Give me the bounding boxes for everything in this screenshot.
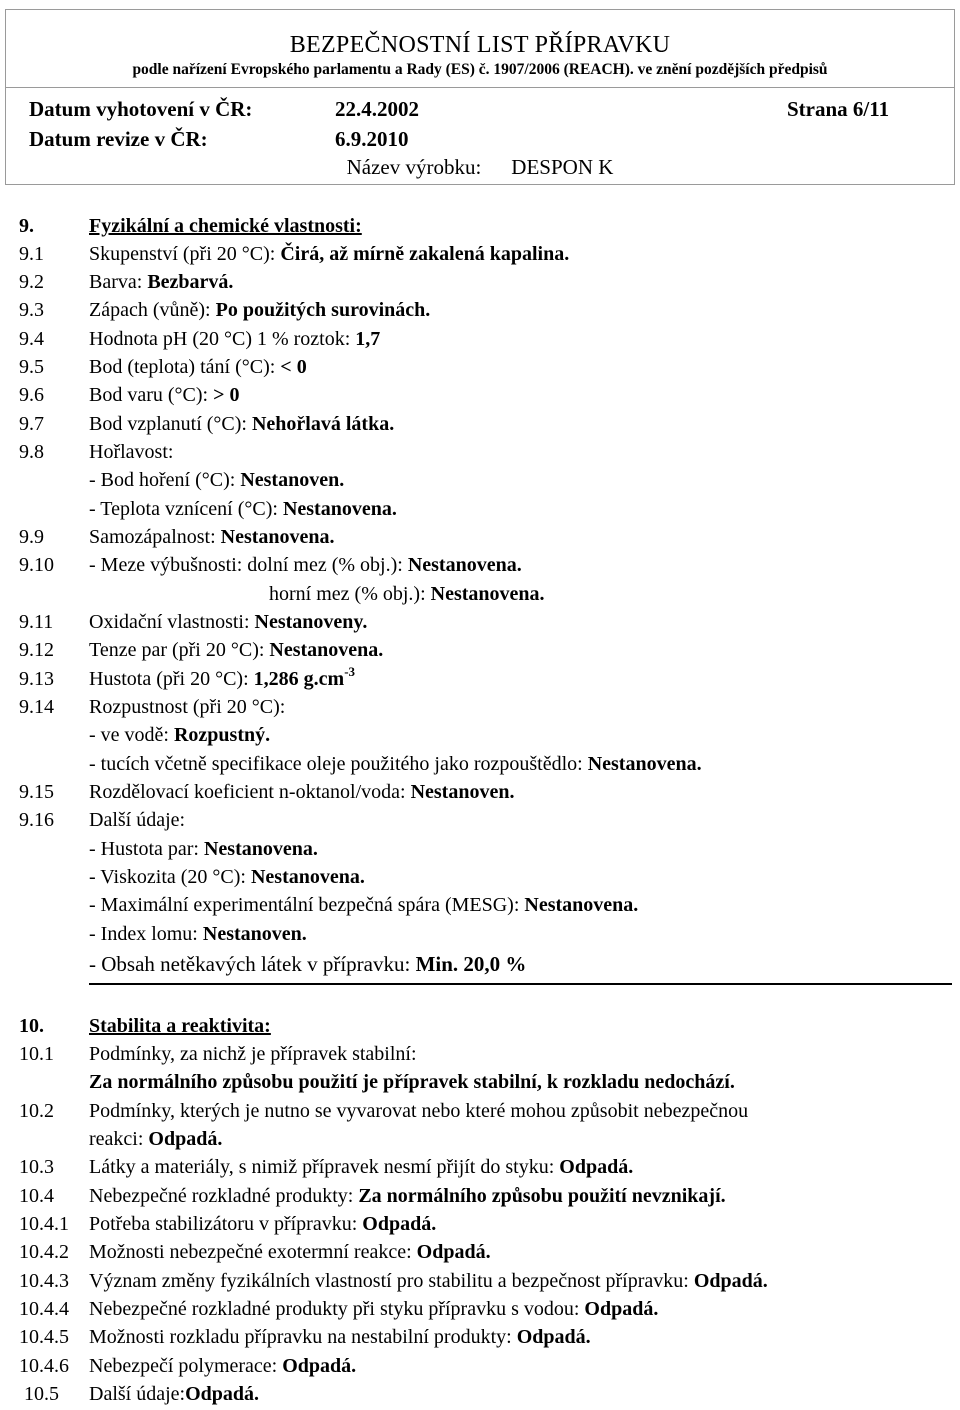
- item-value: Nestanovena.: [430, 583, 545, 605]
- item-number: 10.4: [19, 1185, 54, 1207]
- item-number: 9.2: [19, 271, 44, 293]
- property-row: [0, 240, 960, 268]
- section-title: Stabilita a reaktivita:: [89, 1015, 271, 1037]
- item-number: 10.4.1: [19, 1213, 69, 1235]
- item-label: Nebezpečí polymerace:: [89, 1355, 283, 1377]
- item-label: Látky a materiály, s nimiž přípravek nesmí přijít do styku:: [89, 1156, 560, 1178]
- section-10-heading: [0, 1012, 960, 1040]
- item-number: 10.4.3: [19, 1270, 69, 1292]
- item-label: Podmínky, za nichž je přípravek stabilní:: [89, 1043, 417, 1065]
- item-label: Podmínky, kterých je nutno se vyvarovat nebo které mohou způsobit nebezpečnou: [89, 1100, 749, 1122]
- property-subrow: [0, 495, 960, 523]
- item-label: - ve vodě:: [89, 724, 174, 746]
- stability-row: [0, 1238, 960, 1266]
- item-value: Nestanovena.: [407, 554, 522, 576]
- item-value: > 0: [213, 384, 240, 406]
- property-row: [0, 636, 960, 664]
- item-value: Za normálního způsobu použití nevznikají.: [358, 1185, 726, 1207]
- item-value: Bezbarvá.: [147, 271, 234, 293]
- item-number: 9.1: [19, 243, 44, 265]
- item-label: horní mez (% obj.):: [269, 583, 431, 605]
- item-value: Odpadá.: [516, 1326, 591, 1348]
- item-label: Oxidační vlastnosti:: [89, 611, 255, 633]
- document-title: BEZPEČNOSTNÍ LIST PŘÍPRAVKU: [289, 32, 671, 58]
- item-label: reakci:: [89, 1128, 149, 1150]
- property-row: [0, 665, 960, 693]
- item-number: 9.13: [19, 668, 54, 690]
- item-label: Rozpustnost (při 20 °C):: [89, 696, 286, 718]
- item-number: 10.2: [19, 1100, 54, 1122]
- stability-row: [0, 1380, 960, 1408]
- item-number: 9.7: [19, 413, 44, 435]
- revised-date-value: 6.9.2010: [335, 127, 409, 151]
- item-number: 9.16: [19, 809, 54, 831]
- revised-date-label: Datum revize v ČR:: [29, 127, 208, 151]
- stability-row: [0, 1153, 960, 1181]
- item-value: Po použitých surovinách.: [215, 299, 431, 321]
- stability-row: [0, 1323, 960, 1351]
- item-value: 1,7: [355, 328, 381, 350]
- item-value: Odpadá.: [584, 1298, 659, 1320]
- property-row: [0, 268, 960, 296]
- item-label: - Viskozita (20 °C):: [89, 866, 251, 888]
- property-row: [0, 381, 960, 409]
- item-label: - Teplota vznícení (°C):: [89, 498, 283, 520]
- item-value: Nestanovena.: [269, 639, 384, 661]
- section-divider: [89, 983, 952, 985]
- item-value: Nestanovena.: [220, 526, 335, 548]
- created-date-value: 22.4.2002: [335, 97, 419, 121]
- item-label: Bod vzplanutí (°C):: [89, 413, 252, 435]
- item-value: < 0: [280, 356, 307, 378]
- stability-subrow: [0, 1125, 960, 1153]
- item-label: Samozápalnost:: [89, 526, 221, 548]
- item-label: Hustota (při 20 °C):: [89, 668, 254, 690]
- item-value: Nestanovena.: [524, 894, 639, 916]
- item-label: Bod varu (°C):: [89, 384, 214, 406]
- item-value: Odpadá.: [185, 1383, 260, 1405]
- item-label: - tucích včetně specifikace oleje použitého jako rozpouštědlo:: [89, 753, 588, 775]
- item-label: Nebezpečné rozkladné produkty:: [89, 1185, 359, 1207]
- item-label: Hořlavost:: [89, 441, 174, 463]
- stability-row: [0, 1352, 960, 1380]
- property-row: [0, 325, 960, 353]
- section-number: 10.: [19, 1015, 44, 1037]
- page-number: Strana 6/11: [787, 97, 890, 121]
- item-label: Nebezpečné rozkladné produkty při styku přípravku s vodou:: [89, 1298, 585, 1320]
- item-value: Nestanovena.: [587, 753, 702, 775]
- item-label: - Meze výbušnosti: dolní mez (% obj.):: [89, 554, 408, 576]
- item-label: - Maximální experimentální bezpečná spára (MESG):: [89, 894, 525, 916]
- item-number: 9.9: [19, 526, 44, 548]
- property-row: [0, 296, 960, 324]
- item-number: 9.15: [19, 781, 54, 803]
- property-subrow: [0, 466, 960, 494]
- item-value: Za normálního způsobu použití je přípravek stabilní, k rozkladu nedochází.: [89, 1071, 735, 1093]
- item-label: Možnosti nebezpečné exotermní reakce:: [89, 1241, 417, 1263]
- item-number: 10.3: [19, 1156, 54, 1178]
- item-number: 9.14: [19, 696, 54, 718]
- item-number: 9.5: [19, 356, 44, 378]
- property-row: [0, 693, 960, 721]
- property-row: [0, 410, 960, 438]
- item-value: Odpadá.: [148, 1128, 223, 1150]
- item-label: - Hustota par:: [89, 838, 204, 860]
- item-value: Nestanoveny.: [254, 611, 368, 633]
- item-number: 10.4.5: [19, 1326, 69, 1348]
- item-label: Zápach (vůně):: [89, 299, 216, 321]
- item-value: Nestanoven.: [202, 923, 307, 945]
- item-number: 10.4.4: [19, 1298, 69, 1320]
- unit-exponent: -3: [344, 664, 356, 679]
- item-label: - Obsah netěkavých látek v přípravku:: [89, 952, 416, 976]
- item-value: 1,286 g.cm: [253, 668, 345, 690]
- item-value: Odpadá.: [362, 1213, 437, 1235]
- item-number: 9.11: [19, 611, 54, 633]
- stability-row: [0, 1040, 960, 1068]
- item-value: Nestanovena.: [250, 866, 365, 888]
- stability-row: [0, 1210, 960, 1238]
- section-9-heading: [0, 212, 960, 240]
- item-number: 10.1: [19, 1043, 54, 1065]
- item-value: Odpadá.: [693, 1270, 768, 1292]
- item-value: Min. 20,0 %: [415, 952, 527, 976]
- item-number: 9.6: [19, 384, 44, 406]
- item-value: Odpadá.: [416, 1241, 491, 1263]
- property-subrow: [0, 580, 960, 608]
- property-row: [0, 608, 960, 636]
- item-label: - Index lomu:: [89, 923, 203, 945]
- section-number: 9.: [19, 215, 34, 237]
- property-row: [0, 523, 960, 551]
- item-label: Hodnota pH (20 °C) 1 % roztok:: [89, 328, 356, 350]
- property-subrow: [0, 750, 960, 778]
- item-number: 9.12: [19, 639, 54, 661]
- stability-row: [0, 1097, 960, 1125]
- item-number: 10.4.2: [19, 1241, 69, 1263]
- property-row: [0, 551, 960, 579]
- item-label: Rozdělovací koeficient n-oktanol/voda:: [89, 781, 411, 803]
- property-row: [0, 353, 960, 381]
- item-value: Nestanovena.: [203, 838, 318, 860]
- section-title: Fyzikální a chemické vlastnosti:: [89, 215, 362, 237]
- item-label: Potřeba stabilizátoru v přípravku:: [89, 1213, 363, 1235]
- item-value: Nestanoven.: [240, 469, 345, 491]
- item-label: Tenze par (při 20 °C):: [89, 639, 270, 661]
- item-label: Význam změny fyzikálních vlastností pro stabilitu a bezpečnost přípravku:: [89, 1270, 694, 1292]
- stability-subrow: [0, 1068, 960, 1096]
- item-value: Čirá, až mírně zakalená kapalina.: [280, 243, 570, 265]
- item-number: 10.5: [24, 1383, 59, 1405]
- item-label: Další údaje:: [89, 809, 186, 831]
- item-label: Barva:: [89, 271, 148, 293]
- item-number: 9.4: [19, 328, 44, 350]
- stability-row: [0, 1182, 960, 1210]
- property-subrow: [0, 721, 960, 749]
- item-value: Odpadá.: [559, 1156, 634, 1178]
- item-value: Nestanovena.: [282, 498, 397, 520]
- product-name: DESPON K: [511, 155, 614, 179]
- property-subrow: [0, 950, 960, 978]
- item-label: Další údaje:: [89, 1383, 186, 1405]
- stability-row: [0, 1295, 960, 1323]
- item-value: Nehořlavá látka.: [251, 413, 395, 435]
- item-value: Nestanoven.: [410, 781, 515, 803]
- property-row: [0, 778, 960, 806]
- property-subrow: [0, 835, 960, 863]
- item-value: Rozpustný.: [173, 724, 271, 746]
- item-number: 9.8: [19, 441, 44, 463]
- created-date-label: Datum vyhotovení v ČR:: [29, 97, 253, 121]
- property-subrow: [0, 863, 960, 891]
- product-label: Název výrobku:: [346, 155, 482, 179]
- property-row: [0, 438, 960, 466]
- item-number: 9.10: [19, 554, 54, 576]
- item-label: Bod (teplota) tání (°C):: [89, 356, 281, 378]
- item-number: 10.4.6: [19, 1355, 69, 1377]
- regulation-subtitle: podle nařízení Evropského parlamentu a Rady (ES) č. 1907/2006 (REACH). ve znění pozdějších předpisů: [132, 61, 828, 78]
- item-label: Skupenství (při 20 °C):: [89, 243, 281, 265]
- item-label: Možnosti rozkladu přípravku na nestabilní produkty:: [89, 1326, 517, 1348]
- item-value: Odpadá.: [282, 1355, 357, 1377]
- stability-row: [0, 1267, 960, 1295]
- property-subrow: [0, 920, 960, 948]
- property-subrow: [0, 891, 960, 919]
- item-label: - Bod hoření (°C):: [89, 469, 241, 491]
- property-row: [0, 806, 960, 834]
- item-number: 9.3: [19, 299, 44, 321]
